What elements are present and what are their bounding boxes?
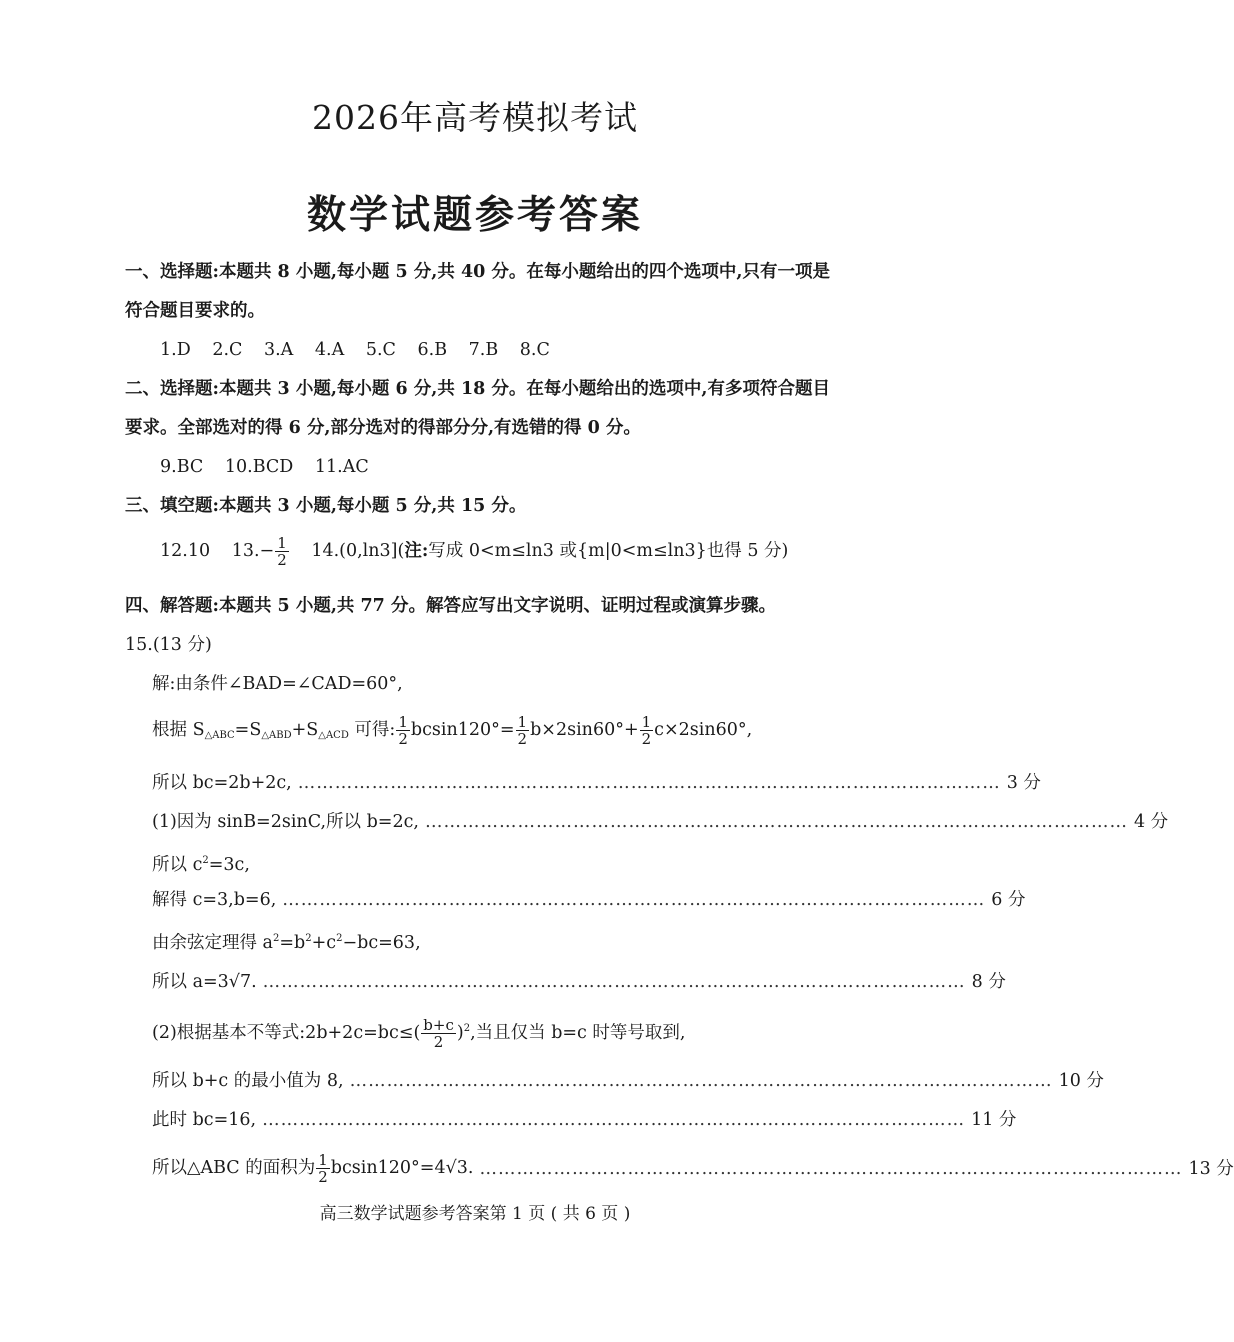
answer-title: 数学试题参考答案 xyxy=(306,192,643,238)
score-13: 13 分 xyxy=(1188,1158,1234,1179)
exam-title: 2026年高考模拟考试 xyxy=(312,98,638,137)
answer-6: 6.B xyxy=(417,340,448,360)
answer-12: 12.10 xyxy=(160,541,211,561)
score-3: 3 分 xyxy=(1006,773,1041,793)
score-10: 10 分 xyxy=(1058,1071,1104,1091)
section1-answers xyxy=(160,338,550,362)
answer-8: 8.C xyxy=(519,340,550,360)
answer-14-note: 写成 0<m≤ln3 或{m|0<m≤ln3}也得 5 分) xyxy=(428,541,789,561)
answer-14-prefix: 14.(0,ln3]( xyxy=(311,541,405,561)
answer-13-fraction: $\frac{1}{2}$ xyxy=(277,534,287,569)
answer-7: 7.B xyxy=(468,340,499,360)
answer-9: 9.BC xyxy=(160,457,204,477)
section2-heading-line1: 二、选择题:本题共 3 小题,每小题 6 分,共 18 分。在每小题给出的选项中,有多项符合题目 xyxy=(125,379,830,399)
q15-line7: 由余弦定理得 $a^2=b^2+c^2-bc=63$, xyxy=(152,933,421,953)
answer-2: 2.C xyxy=(212,340,243,360)
q15-line10: 所以 b+c 的最小值为 8, …………………………………………………………………………………………………… 10 分 xyxy=(152,1071,1104,1091)
q15-label: 15.(13 分) xyxy=(125,635,212,655)
q15-line9: (2)根据基本不等式:2b+2c=bc≤( $\frac{b+c}{2}$ )$^2$,当且仅当 b=c 时等号取到, xyxy=(152,1016,686,1051)
q15-line5: 所以 $c^2=3c$, xyxy=(152,855,250,875)
answer-1: 1.D xyxy=(160,340,191,360)
answer-11: 11.AC xyxy=(314,457,369,477)
answer-4: 4.A xyxy=(314,340,345,360)
section1-heading-line1: 一、选择题:本题共 8 小题,每小题 5 分,共 40 分。在每小题给出的四个选项中,只有一项是 xyxy=(125,262,830,282)
q15-line6: 解得 c=3,b=6, …………………………………………………………………………………………………… 6 分 xyxy=(152,890,1026,910)
score-4: 4 分 xyxy=(1133,812,1169,832)
answer-14-note-label: 注: xyxy=(404,541,429,561)
score-8: 8 分 xyxy=(971,972,1006,992)
answer-3: 3.A xyxy=(263,340,294,360)
page-footer: 高三数学试题参考答案第 1 页 ( 共 6 页 ) xyxy=(319,1204,631,1224)
score-11: 11 分 xyxy=(971,1110,1017,1130)
section2-heading-line2: 要求。全部选对的得 6 分,部分选对的得部分分,有选错的得 0 分。 xyxy=(125,418,641,438)
q15-line3: 所以 bc=2b+2c, …………………………………………………………………………………………………… 3 分 xyxy=(152,773,1041,793)
section3-heading: 三、填空题:本题共 3 小题,每小题 5 分,共 15 分。 xyxy=(125,496,527,516)
q15-line2: 根据 $S_{\triangle ABC}=S_{\triangle ABD}+S_{\triangle ACD}$ 可得: $\frac{1}{2}$ bcsin120°= $\frac{1}{2}$ b×2sin60°+ $\frac{1}{2}$ c×2sin60°, xyxy=(152,713,753,748)
answer-5: 5.C xyxy=(365,340,396,360)
q15-line12: 所以△ABC 的面积为 $\frac{1}{2}$ bcsin120°=4√3. …………………………………………………………………………………………………… 13 分 xyxy=(152,1151,1234,1186)
section2-answers xyxy=(160,455,369,479)
section3-answers xyxy=(160,535,788,568)
section1-heading-line2: 符合题目要求的。 xyxy=(125,301,265,321)
q15-line4: (1)因为 sinB=2sinC,所以 b=2c, …………………………………………………………………………………………………… 4 分 xyxy=(152,812,1169,832)
answer-13-prefix: 13.− xyxy=(231,541,275,561)
score-6: 6 分 xyxy=(991,890,1026,910)
q15-line1: 解:由条件∠BAD=∠CAD=60°, xyxy=(152,674,403,694)
answer-10: 10.BCD xyxy=(224,457,294,477)
section4-heading: 四、解答题:本题共 5 小题,共 77 分。解答应写出文字说明、证明过程或演算步骤。 xyxy=(125,596,776,616)
q15-line11: 此时 bc=16, …………………………………………………………………………………………………… 11 分 xyxy=(152,1110,1017,1130)
q15-line8: 所以 a=3√7. …………………………………………………………………………………………………… 8 分 xyxy=(152,972,1006,992)
